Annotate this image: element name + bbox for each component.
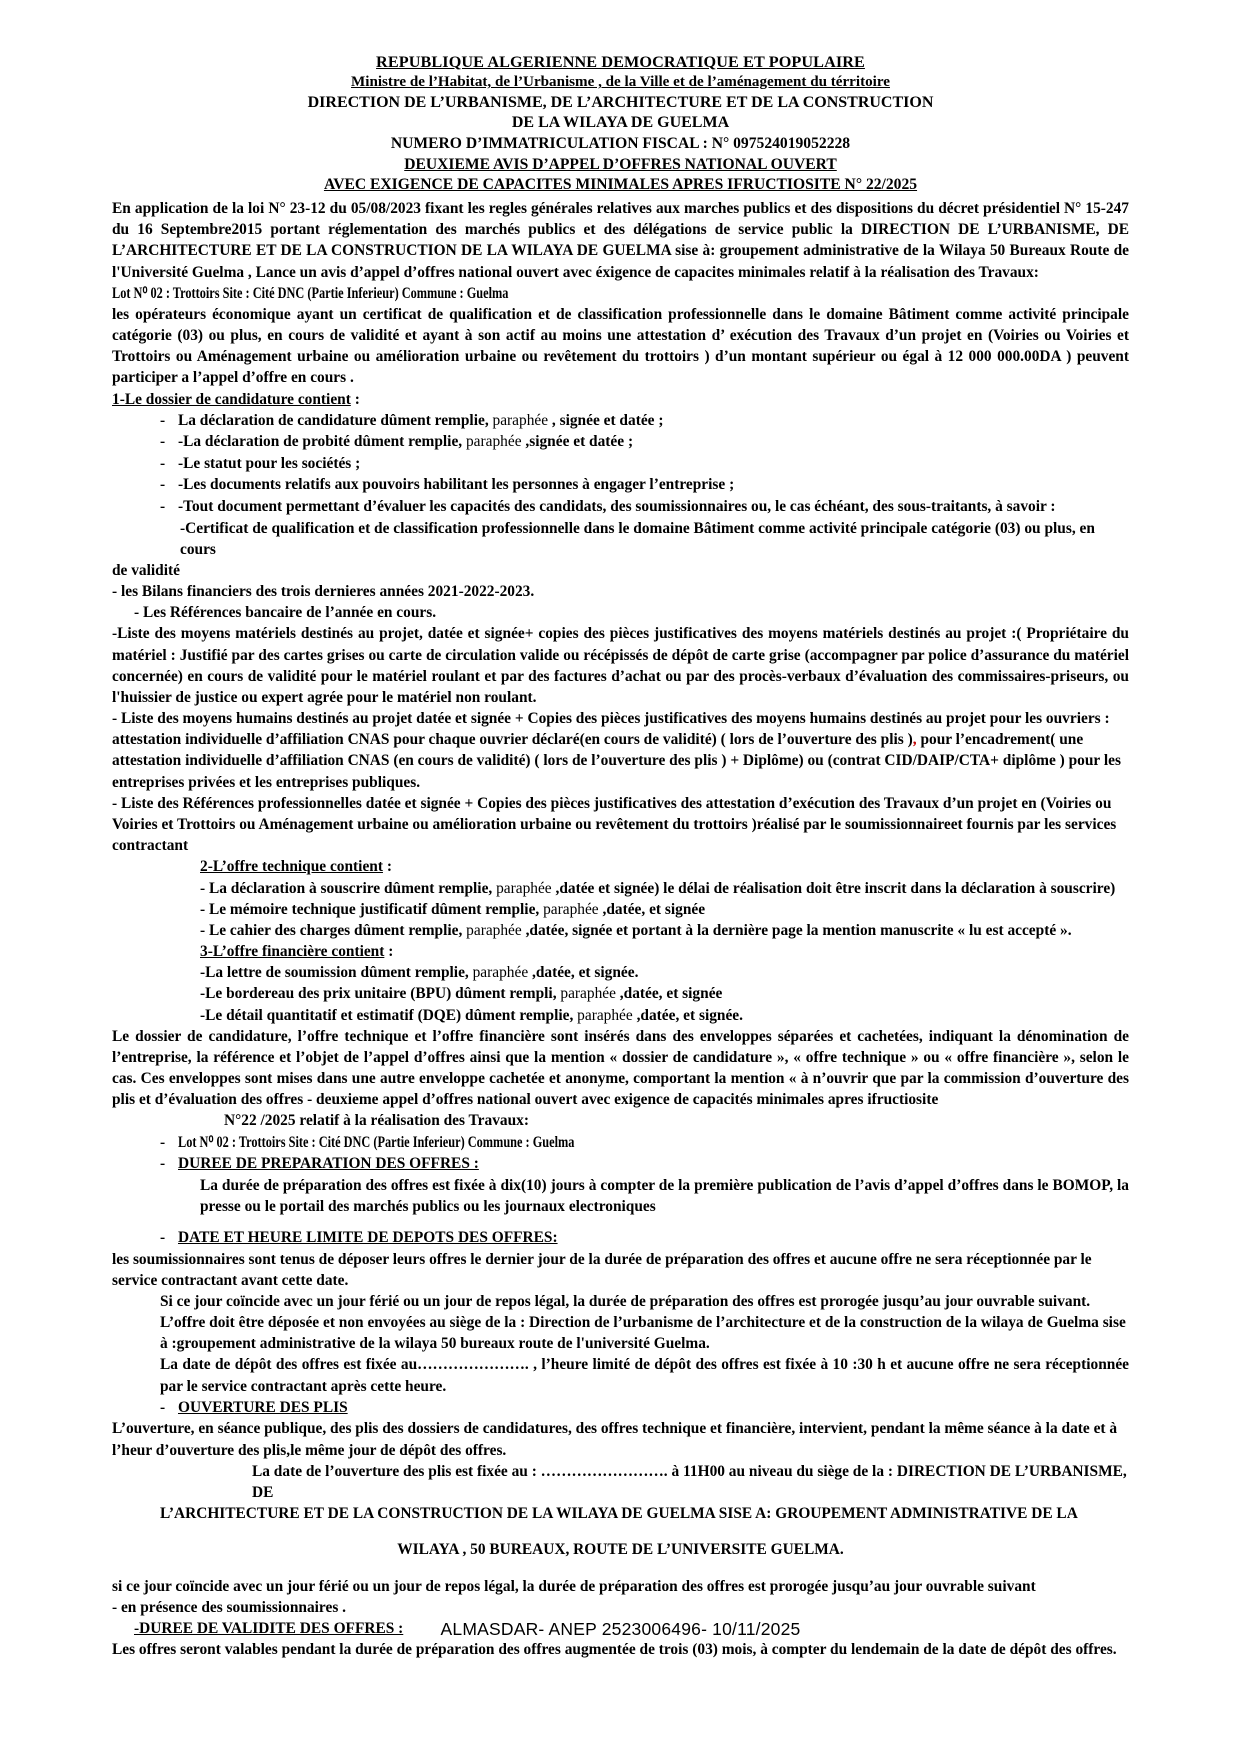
list-dash: - — [160, 433, 166, 451]
envelopes-reference-line: N°22 /2025 relatif à la réalisation des Travaux: — [224, 1112, 529, 1130]
date-depot-p3: L’offre doit être déposée et non envoyées au siège de la : Direction de l’urbanisme de l’architecture et de la construction de la wilaya de Guelma sise à :groupement administrative de la wilaya 50 bureaux route de l'université Guelma. — [160, 1314, 1126, 1353]
moyens-humains-part-a: - Liste des moyens humains destinés au projet datée et signée + Copies des pièces justificatives des moyens humains destinés au projet pour les ouvriers : attestation individuelle d’affiliation CNAS pour chaque ouvrier déclaré(en cours de validité) ( lors de l’ouverture des plis — [112, 710, 1110, 749]
ouverture-plis-title-row — [112, 1397, 1129, 1419]
section2-item-1-post: ,datée et signée) le délai de réalisation doit être inscrit dans la déclaration à souscrire) — [555, 879, 1116, 897]
section3-title-suffix: : — [384, 943, 394, 961]
moyens-humains-part-b: pour l’encadrement( une attestation individuelle d’affiliation CNAS (en cours de validité) ( lors de l’ouverture des plis ) + Diplôme) ou (contrat CID/DAIP/CTA+ diplôme ) pour les entreprises privées et les entreprises publiques. — [112, 731, 1121, 791]
section1-moyens-materiels-paragraph: -Liste des moyens matériels destinés au projet, datée et signée+ copies des pièces justificatives des moyens matériels destinés au projet :( Propriétaire du matériel : Justifié par des cartes grises ou carte de circulation valide ou récépissés de dépôt de carte grise (accompagner par police d’assurance du matériel concernée) en cours de validité pour le matériel roulant et par des factures d’achat ou par des procès-verbaux d’évaluation des commissaires-priseurs, ou l'huissier de justice ou expert agrée pour le matériel non roulant. — [112, 625, 1129, 706]
envelopes-lot-row — [112, 1132, 1129, 1154]
list-dash: - — [160, 454, 166, 472]
section1-item-1-mid: paraphée — [488, 411, 552, 429]
header-tender-title-line — [112, 155, 1129, 175]
section2-item-2-post: ,datée, et signée — [602, 900, 706, 918]
header-tender-subtitle-line — [112, 175, 1129, 195]
section2-item-3-post: ,datée, signée et portant à la dernière page la mention manuscrite « lu est accepté ». — [525, 921, 1072, 939]
header-direction-text-2: DE LA WILAYA DE GUELMA — [511, 114, 730, 132]
list-dash: - — [160, 1398, 166, 1416]
section1-item-2-pre: -La déclaration de probité dûment remplie, — [178, 433, 463, 451]
lot-line-intro-text: Lot N⁰ 02 : Trottoirs Site : Cité DNC (Partie Inferieur) Commune : Guelma — [112, 284, 509, 302]
header-fiscal-number-line — [112, 134, 1129, 154]
section1-moyens-humains-paragraph — [112, 708, 1129, 793]
section2-item-3 — [112, 920, 1129, 941]
section3-item-3-pre: -Le détail quantitatif et estimatif (DQE) dûment remplie, — [200, 1006, 574, 1024]
section2-item-1-pre: - La déclaration à souscrire dûment remplie, — [200, 879, 493, 897]
ouverture-plis-p2-line1: La date de l’ouverture des plis est fixée au : ……………………. à 11H00 au niveau du siège de la : DIRECTION DE L’URBANISME, DE — [252, 1462, 1127, 1501]
section2-item-2-mid: paraphée — [539, 900, 603, 918]
section1-references-pro-paragraph: - Liste des Références professionnelles datée et signée + Copies des pièces justificatives des attestation d’exécution des Travaux d’un projet en (Voiries ou Voiries et Trottoirs ou Aménagement urbaine ou amélioration urbaine ou revêtement du trottoirs )réalisé par le soumissionnaireet fournis par les services contractant — [112, 794, 1117, 855]
section2-item-2-pre: - Le mémoire technique justificatif dûment remplie, — [200, 900, 540, 918]
section1-item-1-post: , signée et datée ; — [551, 411, 664, 429]
section2-item-1-mid: paraphée — [492, 879, 556, 897]
header-direction-line-1 — [112, 93, 1129, 114]
date-depot-title-wrap — [178, 1227, 1129, 1249]
header-republic-line — [112, 52, 1129, 73]
section1-item-1-text — [178, 410, 1129, 432]
moyens-humains-red-comma: , — [912, 731, 917, 749]
section1-item-2-mid: paraphée — [462, 433, 526, 451]
section3-item-2-mid: paraphée — [556, 985, 620, 1003]
section3-item-3-mid: paraphée — [573, 1006, 637, 1024]
ouverture-plis-p1: L’ouverture, en séance publique, des plis des dossiers de candidatures, des offres technique et financière, intervient, pendant la même séance à la date et à l’heur d’ouverture des plis,le même jour de dépôt des offres. — [112, 1420, 1118, 1459]
section1-item-3 — [112, 453, 1129, 475]
section1-item-4 — [112, 474, 1129, 496]
section1-item-4-text: -Les documents relatifs aux pouvoirs habilitant les personnes à engager l’entreprise ; — [178, 476, 735, 494]
section2-item-1 — [112, 878, 1129, 899]
list-dash: - — [160, 1229, 166, 1247]
ouverture-plis-title-text: OUVERTURE DES PLIS — [178, 1398, 348, 1416]
section1-title-suffix: : — [350, 390, 360, 408]
header-ministry-line — [112, 73, 1129, 93]
page-footer: ALMASDAR- ANEP 2523006496- 10/11/2025 — [440, 1619, 801, 1640]
moyens-humains-paren: ) — [907, 731, 913, 749]
section1-certificat-line: -Certificat de qualification et de classification professionnelle dans le domaine Bâtiment comme activité principale catégorie (03) ou plus, en cours — [180, 519, 1095, 558]
spacer — [112, 1217, 1129, 1227]
section3-title — [112, 941, 1129, 962]
intro-paragraph: En application de la loi N° 23-12 du 05/08/2023 fixant les regles générales relatives aux marches publics et des dispositions du décret présidentiel N° 15-247 du 16 Septembre2015 portant réglementation des marchés publics et des délégations de service public la DIRECTION DE L’URBANISME, DE L’ARCHITECTURE ET DE LA CONSTRUCTION DE LA WILAYA DE GUELMA sise à: groupement administrative de la Wilaya 50 Bureaux Route de l'Université Guelma , Lance un avis d’appel d’offres national ouvert avec éxigence de capacites minimales relatif à la réalisation des Travaux: — [112, 200, 1129, 281]
ouverture-plis-title-wrap — [178, 1397, 1129, 1419]
section2-title-suffix: : — [382, 858, 392, 876]
duree-preparation-title-text: DUREE DE PREPARATION DES OFFRES : — [178, 1155, 479, 1173]
duree-validite-title-text: -DUREE DE VALIDITE DES OFFRES : — [134, 1620, 404, 1638]
document-header — [112, 52, 1129, 195]
header-direction-line-2 — [112, 113, 1129, 134]
header-fiscal-number-text: NUMERO D’IMMATRICULATION FISCAL : N° 097524019052228 — [390, 135, 851, 153]
section1-item-2-text — [178, 431, 1129, 453]
section3-item-3-post: ,datée, et signée. — [636, 1006, 743, 1024]
header-direction-text-1: DIRECTION DE L’URBANISME, DE L’ARCHITECTURE ET DE LA CONSTRUCTION — [307, 93, 934, 111]
section2-item-3-pre: - Le cahier des charges dûment remplie, — [200, 921, 463, 939]
section1-certificat-continuation: de validité — [112, 561, 180, 579]
date-depot-title-row — [112, 1227, 1129, 1249]
lot-line-intro — [112, 283, 1129, 304]
section2-item-3-mid: paraphée — [462, 921, 526, 939]
document-body — [112, 198, 1129, 1661]
duree-preparation-title-row — [112, 1153, 1129, 1175]
section1-item-5 — [112, 496, 1129, 518]
section1-title-text: 1-Le dossier de candidature contient — [112, 390, 351, 408]
duree-preparation-title-wrap — [178, 1153, 1129, 1175]
list-dash: - — [160, 498, 166, 516]
envelopes-paragraph: Le dossier de candidature, l’offre technique et l’offre financière sont insérés dans des enveloppes séparées et cachetées, indiquant la dénomination de l’entreprise, la référence et l’objet de l’appel d’offres ainsi que la mention « dossier de candidature », « offre technique » ou « offre financière », selon le cas. Ces enveloppes sont mises dans une autre enveloppe cachetée et anonyme, comportant la mention « à n’ouvrir que par la commission d’ouverture des plis et d’évaluation des offres - deuxieme appel d’offres national ouvert avec exigence de capacités minimales apres ifructiosite — [112, 1027, 1129, 1109]
ouverture-plis-p2-line3: WILAYA , 50 BUREAUX, ROUTE DE L’UNIVERSITE GUELMA. — [397, 1540, 844, 1558]
section1-item-1-pre: La déclaration de candidature dûment remplie, — [178, 411, 489, 429]
duree-validite-body: Les offres seront valables pendant la durée de préparation des offres augmentée de trois (03) mois, à compter du lendemain de la date de dépôt des offres. — [112, 1641, 1117, 1659]
section3-item-1 — [112, 962, 1129, 983]
section1-item-2-post: ,signée et datée ; — [525, 433, 634, 451]
header-tender-title-text: DEUXIEME AVIS D’APPEL D’OFFRES NATIONAL OUVERT — [404, 155, 837, 173]
header-ministry-text: Ministre de l’Habitat, de l’Urbanisme , de la Ville et de l’aménagement du térritoire — [351, 74, 890, 91]
section3-item-3 — [112, 1005, 1129, 1026]
envelopes-lot-text-wrap — [178, 1132, 1129, 1154]
list-dash: - — [160, 1133, 166, 1151]
list-dash: - — [160, 1155, 166, 1173]
section2-title-text: 2-L’offre technique contient — [200, 858, 383, 876]
section2-title — [112, 856, 1129, 877]
ouverture-plis-p3: si ce jour coïncide avec un jour férié ou un jour de repos légal, la durée de préparation des offres est prorogée jusqu’au jour ouvrable suivant — [112, 1577, 1036, 1595]
header-tender-subtitle-text: AVEC EXIGENCE DE CAPACITES MINIMALES APRES IFRUCTIOSITE N° 22/2025 — [323, 175, 918, 193]
section1-item-3-text: -Le statut pour les sociétés ; — [178, 454, 361, 472]
section2-item-2 — [112, 899, 1129, 920]
section3-item-1-mid: paraphée — [468, 964, 532, 982]
section1-bilans-line: - les Bilans financiers des trois dernieres années 2021-2022-2023. — [112, 583, 535, 601]
header-republic-text: REPUBLIQUE ALGERIENNE DEMOCRATIQUE ET POPULAIRE — [376, 53, 865, 71]
ouverture-plis-p2-line2: L’ARCHITECTURE ET DE LA CONSTRUCTION DE LA WILAYA DE GUELMA SISE A: GROUPEMENT ADMINISTRATIVE DE LA — [160, 1505, 1078, 1523]
date-depot-p2: Si ce jour coïncide avec un jour férié ou un jour de repos légal, la durée de préparation des offres est prorogée jusqu’au jour ouvrable suivant. — [160, 1292, 1091, 1310]
section1-references-bancaires-line: - Les Références bancaire de l’année en cours. — [134, 604, 437, 622]
section3-item-2-post: ,datée, et signée — [619, 985, 723, 1003]
section3-title-text: 3-L’offre financière contient — [200, 943, 385, 961]
duree-preparation-body: La durée de préparation des offres est fixée à dix(10) jours à compter de la première publication de l’avis d’appel d’offres dans le BOMOP, la presse ou le portail des marchés publics ou les journaux electroniques — [200, 1176, 1129, 1215]
date-depot-p4: La date de dépôt des offres est fixée au…………………. , l’heure limité de dépôt des offres est fixée à 10 :30 h et aucune offre ne sera réceptionnée par le service contractant après cette heure. — [160, 1356, 1129, 1395]
section3-item-2 — [112, 983, 1129, 1004]
section3-item-2-pre: -Le bordereau des prix unitaire (BPU) dûment rempli, — [200, 985, 557, 1003]
date-depot-p1: les soumissionnaires sont tenus de déposer leurs offres le dernier jour de la durée de préparation des offres et aucune offre ne sera réceptionnée par le service contractant avant cette date. — [112, 1250, 1092, 1289]
section1-title — [112, 389, 1129, 410]
ouverture-plis-p4: - en présence des soumissionnaires . — [112, 1599, 347, 1617]
section1-item-2 — [112, 431, 1129, 453]
section1-item-1 — [112, 410, 1129, 432]
section3-item-1-post: ,datée, et signée. — [532, 964, 639, 982]
list-dash: - — [160, 411, 166, 429]
date-depot-title-text: DATE ET HEURE LIMITE DE DEPOTS DES OFFRES: — [178, 1229, 558, 1247]
section1-item-5-text: -Tout document permettant d’évaluer les capacités des candidats, des soumissionnaires ou, le cas échéant, des sous-traitants, à savoir : — [178, 498, 1056, 516]
envelopes-lot-text: Lot N⁰ 02 : Trottoirs Site : Cité DNC (Partie Inferieur) Commune : Guelma — [178, 1133, 575, 1151]
section3-item-1-pre: -La lettre de soumission dûment remplie, — [200, 964, 469, 982]
list-dash: - — [160, 476, 166, 494]
operators-paragraph: les opérateurs économique ayant un certificat de qualification et de classification professionnelle dans le domaine Bâtiment comme activité principale catégorie (03) ou plus, en cours de validité et ayant à son actif au moins une attestation d’ exécution des Travaux d’un projet en (Voiries ou Voiries et Trottoirs ou Aménagement urbaine ou amélioration urbaine ou revêtement du trottoirs ) d’un montant supérieur ou égal à 12 000 000.00DA ) peuvent participer a l’appel d’offre en cours . — [112, 305, 1129, 387]
